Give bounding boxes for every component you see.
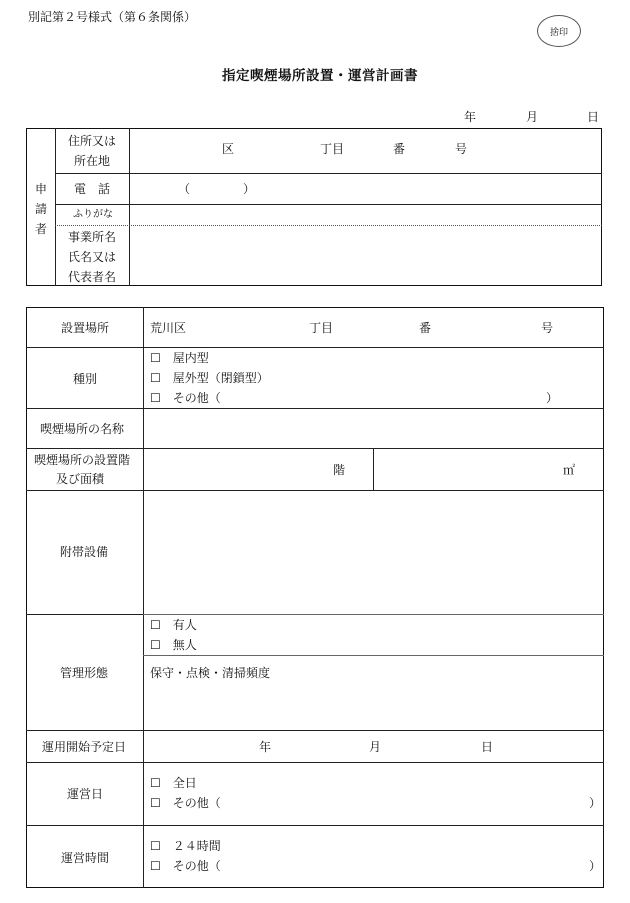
equipment-field[interactable] <box>144 491 603 614</box>
address-label-1: 住所又は <box>68 134 117 148</box>
address-go: 号 <box>455 142 468 156</box>
hours-option-other[interactable]: ☐ その他（ <box>150 859 221 873</box>
location-label: 設置場所 <box>61 321 110 335</box>
place-name-field[interactable] <box>144 409 603 448</box>
area-unit: ㎡ <box>563 463 576 477</box>
days-option-other[interactable]: ☐ その他（ <box>150 796 221 810</box>
maintenance-field[interactable] <box>144 682 603 729</box>
equipment-label: 附帯設備 <box>60 545 109 559</box>
page-title: 指定喫煙場所設置・運営計画書 <box>222 68 418 84</box>
start-date-field[interactable] <box>144 731 603 762</box>
date-year: 年 <box>464 110 477 124</box>
location-field[interactable] <box>144 308 603 347</box>
type-option-indoor[interactable]: ☐ 屋内型 <box>150 351 209 365</box>
hours-option-24h[interactable]: ☐ ２４時間 <box>150 839 221 853</box>
name-field[interactable] <box>130 226 601 285</box>
address-ban: 番 <box>393 142 406 156</box>
location-chome: 丁目 <box>309 321 334 335</box>
type-other-close: ） <box>546 391 559 405</box>
floor-area-label-1: 喫煙場所の設置階 <box>34 453 131 467</box>
applicant-side-3: 者 <box>35 222 48 236</box>
seal-label: 捨印 <box>549 27 568 38</box>
applicant-side-2: 請 <box>35 202 48 216</box>
start-date-day: 日 <box>481 740 494 754</box>
furigana-label: ふりがな <box>73 209 113 220</box>
type-option-outdoor-closed[interactable]: ☐ 屋外型（閉鎖型） <box>150 371 269 385</box>
location-ward: 荒川区 <box>150 321 187 335</box>
name-label-1: 事業所名 <box>68 230 117 244</box>
management-option-unstaffed[interactable]: ☐ 無人 <box>150 638 197 652</box>
floor-field[interactable] <box>144 449 372 490</box>
maintenance-label: 保守・点検・清掃頻度 <box>150 666 271 680</box>
type-label: 種別 <box>73 372 98 386</box>
address-label-2: 所在地 <box>74 154 111 168</box>
phone-label: 電 話 <box>74 182 111 196</box>
phone-paren-open: （ <box>178 182 191 196</box>
name-label-2: 氏名又は <box>68 250 117 264</box>
location-go: 号 <box>541 321 554 335</box>
floor-area-label-2: 及び面積 <box>56 472 105 486</box>
type-option-other[interactable]: ☐ その他（ <box>150 391 221 405</box>
location-ban: 番 <box>419 321 432 335</box>
management-label: 管理形態 <box>60 666 109 680</box>
place-name-label: 喫煙場所の名称 <box>40 422 125 436</box>
address-field[interactable] <box>130 129 601 173</box>
days-option-all[interactable]: ☐ 全日 <box>150 776 197 790</box>
operating-hours-label: 運営時間 <box>61 851 110 865</box>
date-day: 日 <box>587 110 600 124</box>
start-date-year: 年 <box>259 740 272 754</box>
address-ku: 区 <box>222 142 235 156</box>
address-chome: 丁目 <box>320 142 345 156</box>
phone-paren-close: ） <box>243 182 256 196</box>
area-field[interactable] <box>374 449 603 490</box>
start-date-label: 運用開始予定日 <box>42 740 127 754</box>
management-option-staffed[interactable]: ☐ 有人 <box>150 618 197 632</box>
seal-stamp-box <box>537 15 581 47</box>
phone-field[interactable] <box>130 174 601 204</box>
date-month: 月 <box>526 110 539 124</box>
operating-days-label: 運営日 <box>67 787 104 801</box>
days-other-close: ） <box>589 796 602 810</box>
floor-unit: 階 <box>333 463 346 477</box>
start-date-month: 月 <box>369 740 382 754</box>
furigana-field[interactable] <box>130 205 601 225</box>
form-reference: 別記第２号様式（第６条関係） <box>28 10 197 24</box>
applicant-side-1: 申 <box>35 182 48 196</box>
name-label-3: 代表者名 <box>68 270 117 284</box>
hours-other-close: ） <box>589 859 602 873</box>
